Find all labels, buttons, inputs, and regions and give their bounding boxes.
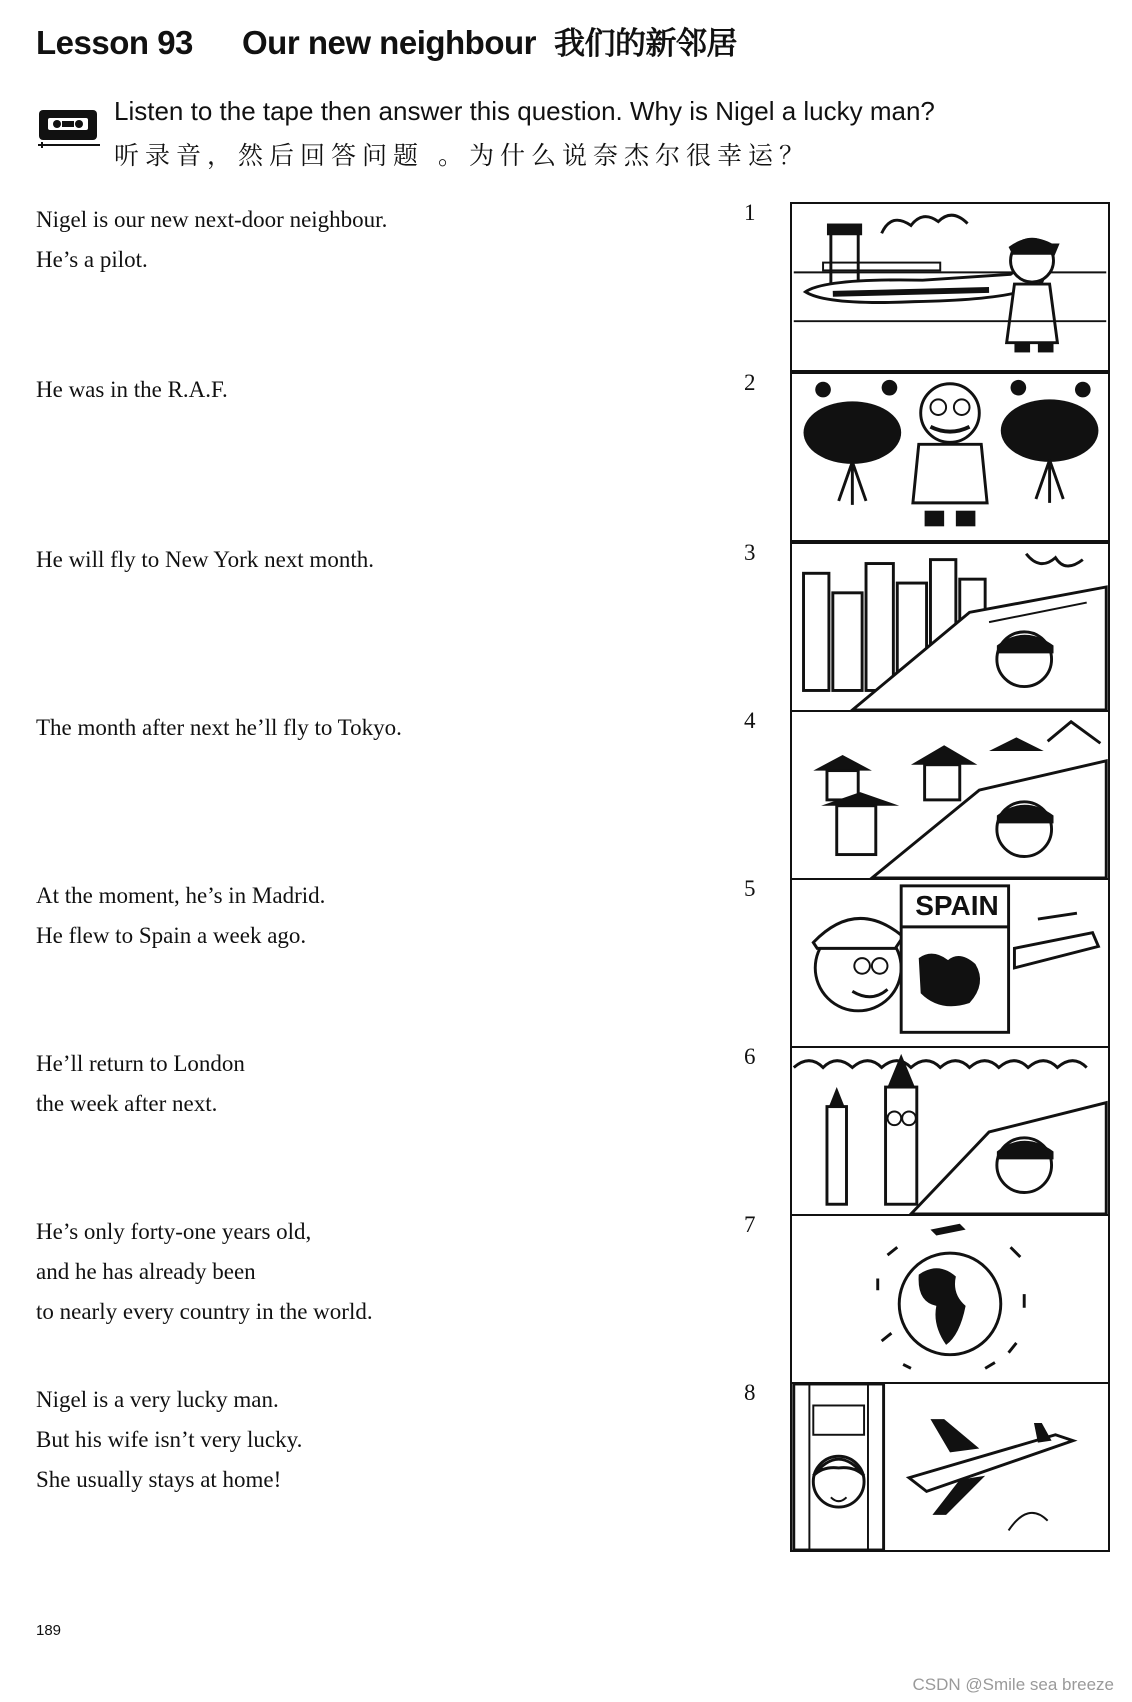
story-line: the week after next. <box>36 1091 218 1116</box>
new-york-skyline-illustration <box>790 542 1110 712</box>
story-text <box>36 1044 696 1124</box>
instruction-english: Listen to the tape then answer this question. Why is Nigel a lucky man? <box>114 96 935 126</box>
story-row <box>0 1044 1132 1216</box>
story-line: Nigel is our new next-door neighbour. <box>36 207 388 232</box>
story-line: He’ll return to London <box>36 1051 245 1076</box>
spain-poster-illustration <box>790 878 1110 1048</box>
lesson-number: Lesson 93 <box>36 24 193 61</box>
picture-number: 3 <box>744 540 756 565</box>
story-line: But his wife isn’t very lucky. <box>36 1427 303 1452</box>
story-text <box>36 1212 696 1332</box>
story-line: to nearly every country in the world. <box>36 1299 373 1324</box>
story-text <box>36 540 696 580</box>
story-text <box>36 1380 696 1500</box>
story-row <box>0 200 1132 372</box>
picture-number: 4 <box>744 708 756 733</box>
lesson-title-english: Our new neighbour <box>242 24 536 61</box>
picture-number: 8 <box>744 1380 756 1405</box>
story-text <box>36 200 696 280</box>
story-line: Nigel is a very lucky man. <box>36 1387 279 1412</box>
story-line: He’s a pilot. <box>36 247 148 272</box>
spain-sign: SPAIN <box>915 890 999 921</box>
story-line: At the moment, he’s in Madrid. <box>36 883 326 908</box>
story-line: She usually stays at home! <box>36 1467 282 1492</box>
instruction-chinese: 听录音，然后回答问题 。为什么说奈杰尔很幸运？ <box>114 141 810 170</box>
lesson-title-chinese: 我们的新邻居 <box>554 26 737 61</box>
story-row <box>0 540 1132 712</box>
story-text <box>36 370 696 410</box>
story-text <box>36 708 696 748</box>
story-text <box>36 876 696 956</box>
picture-number: 1 <box>744 200 756 225</box>
story-row <box>0 1212 1132 1384</box>
picture-number: 2 <box>744 370 756 395</box>
picture-number: 7 <box>744 1212 756 1237</box>
wife-at-window-illustration <box>790 1382 1110 1552</box>
cassette-tape-icon <box>38 106 102 148</box>
story-row <box>0 708 1132 880</box>
pilot-at-airport-illustration <box>790 202 1110 372</box>
story-row <box>0 1380 1132 1552</box>
story-row <box>0 370 1132 542</box>
page-number: 189 <box>36 1622 62 1639</box>
lesson-header <box>36 18 737 63</box>
picture-number: 6 <box>744 1044 756 1069</box>
picture-number: 5 <box>744 876 756 901</box>
raf-explosions-illustration <box>790 372 1110 542</box>
story-row <box>0 876 1132 1048</box>
story-line: and he has already been <box>36 1259 256 1284</box>
story-line: He was in the R.A.F. <box>36 377 228 402</box>
story-line: The month after next he’ll fly to Tokyo. <box>36 715 402 740</box>
story-line: He’s only forty-one years old, <box>36 1219 312 1244</box>
story-line: He will fly to New York next month. <box>36 547 374 572</box>
london-big-ben-illustration <box>790 1046 1110 1216</box>
watermark: CSDN @Smile sea breeze <box>912 1675 1114 1694</box>
tokyo-pagodas-illustration <box>790 710 1110 880</box>
story-line: He flew to Spain a week ago. <box>36 923 307 948</box>
globe-with-plane-illustration <box>790 1214 1110 1384</box>
